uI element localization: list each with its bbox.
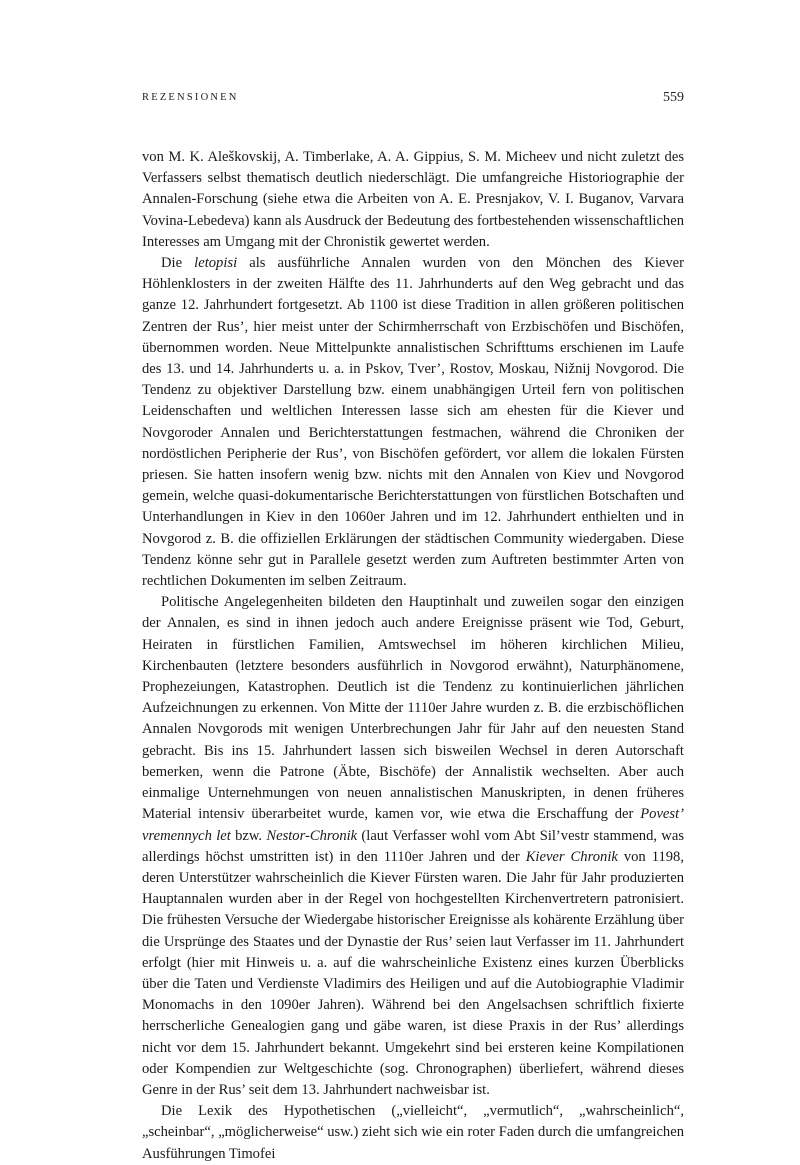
text-run: von 1198, deren Unterstützer wahrscheinlich die Kiever Fürsten waren. Die Jahr für Jahr produzierten Hauptannalen wurden aber in der Regel von hochgestellten Kirchenvertretern patronisiert. Die frühesten Versuche der Wiedergabe historischer Ereignisse als kohärente Erzählung über die Ursprünge des Staates und der Dynastie der Rus’ seien laut Verfasser im 11. Jahrhundert erfolgt (hier mit Hinweis u. a. auf die wahrscheinliche Existenz eines kurzen Überblicks über die Taten und Verdienste Vladimirs des Heiligen und auf die Autobiographie Vladimir Monomachs in den 1090er Jahren). Während bei den Angelsachsen schriftlich fixierte herrscherliche Genealogien gang und gäbe waren, ist diese Praxis in der Rus’ allerdings nicht vor dem 15. Jahrhundert bekannt. Umgekehrt sind bei ersteren keine Kompilationen oder Kompendien zur Weltgeschichte (sog. Chronographen) überliefert, während dieses Genre in der Rus’ seit dem 13. Jahrhundert nachweisbar ist. [142, 848, 684, 1098]
paragraph [142, 1101, 684, 1165]
paragraph [142, 592, 684, 1101]
text-run: Die [161, 255, 195, 272]
page-number: 559 [663, 90, 684, 105]
body-text [142, 147, 684, 1165]
paragraph [142, 147, 684, 253]
text-run: bzw. [230, 827, 267, 844]
italic-title: Kiever Chronik [525, 848, 618, 865]
italic-title: Povest’ vremennych let [142, 806, 684, 844]
text-run: als ausführliche Annalen wurden von den Mönchen des Kiever Höhlenklosters in der zweiten Hälfte des 11. Jahrhunderts auf den Weg gebracht und das ganze 12. Jahrhundert fortgesetzt. Ab 1100 ist diese Tradition in allen größeren politischen Zentren der Rus’, hier meist unter der Schirmherrschaft von Erzbischöfen und Bischöfen, übernommen worden. Neue Mittelpunkte annalistischen Schrifttums erschienen im Laufe des 13. und 14. Jahrhunderts u. a. in Pskov, Tver’, Rostov, Moskau, Nižnij Novgorod. Die Tendenz zu objektiver Darstellung bzw. einem unabhängigen Urteil fern von politischen Leidenschaften und weltlichen Interessen lasse sich am ehesten für die Kiever und Novgoroder Annalen und Berichterstattungen festmachen, während die Chroniken der nordöstlichen Peripherie der Rus’, von Bischöfen gefördert, vor allem die lokalen Fürsten priesen. Sie hatten insofern wenig bzw. nichts mit den Annalen von Kiev und Novgorod gemein, welche quasi-dokumentarische Berichterstattungen von fürstlichen Botschaften und Unterhandlungen in Kiev in den 1060er Jahren und im 12. Jahrhundert enthielten und in Novgorod z. B. die offiziellen Erklärungen der städtischen Community wiedergaben. Diese Tendenz könne sehr gut in Parallele gesetzt werden zum Auftreten bestimmter Arten von rechtlichen Dokumenten im selben Zeitraum. [142, 255, 684, 590]
italic-title: letopisi [194, 255, 238, 272]
text-run: Politische Angelegenheiten bildeten den Hauptinhalt und zuweilen sogar den einzigen der Annalen, es sind in ihnen jedoch auch andere Ereignisse präsent wie Tod, Geburt, Heiraten in fürstlichen Familien, Amtswechsel im höheren kirchlichen Milieu, Kirchenbauten (letztere besonders ausführlich in Novgorod erwähnt), Naturphänomene, Prophezeiungen, Katastrophen. Deutlich ist die Tendenz zu kontinuierlichen jährlichen Aufzeichnungen zu erkennen. Von Mitte der 1110er Jahre wurden z. B. die erzbischöflichen Annalen Novgorods mit wenigen Unterbrechungen Jahr für Jahr auf den neuesten Stand gebracht. Bis ins 15. Jahrhundert lassen sich bisweilen Wechsel in deren Autorschaft bemerken, wenn die Patrone (Äbte, Bischöfe) der Annalistik wechselten. Aber auch einmalige Unternehmungen von neuen annalistischen Manuskripten, in denen früheres Material intensiv überarbeitet wurde, kamen vor, wie etwa die Erschaffung der [142, 594, 684, 823]
text-run: Die Lexik des Hypothetischen („vielleicht“, „vermutlich“, „wahrscheinlich“, „scheinbar“, „möglicherweise“ usw.) zieht sich wie ein roter Faden durch die umfangreichen Ausführungen Timofei [142, 1103, 684, 1162]
section-title: REZENSIONEN [142, 92, 239, 103]
italic-title: Nestor-Chronik [266, 827, 358, 844]
running-head [142, 92, 684, 112]
text-run: (laut Verfasser wohl vom Abt Sil’vestr stammend, was allerdings höchst umstritten ist) in den 1110er Jahren und der [142, 827, 685, 865]
paragraph [142, 253, 684, 592]
text-run: von M. K. Aleškovskij, A. Timberlake, A. A. Gippius, S. M. Micheev und nicht zuletzt des Verfassers selbst thematisch deutlich niederschlägt. Die umfangreiche Historiographie der Annalen-Forschung (siehe etwa die Arbeiten von A. E. Presnjakov, V. I. Buganov, Varvara Vovina-Lebedeva) kann als Ausdruck der Bedeutung des fortbestehenden wissenschaftlichen Interesses am Umgang mit der Chronistik gewertet werden. [142, 149, 684, 250]
